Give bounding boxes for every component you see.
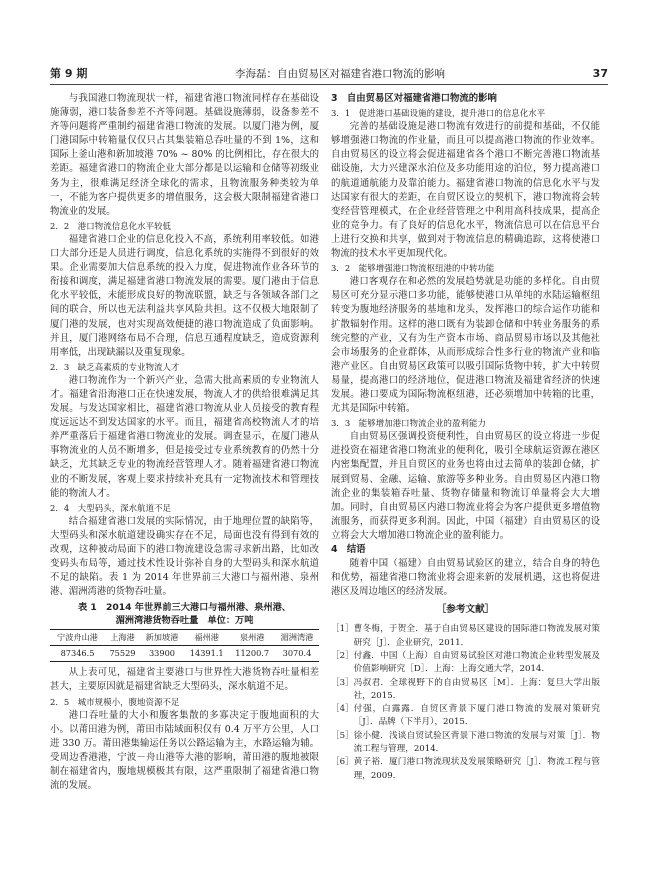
body-paragraph: 结合福建省港口发展的实际情况，由于地理位置的缺陷等，大型码头和深水航道建设确实存在不足，局面也没有得到有效的改观，这种被动局面下的港口物流建设急需寻求新出路，比如改变码头布局等，通过技术性设计弥补自身的大型码头和深水航道不足的缺陷。表 1 为 2014 年世界前三大港口与福州港、泉州港、湄洲湾港的货物吞吐量。 bbox=[50, 515, 319, 598]
reference-number: ［5］ bbox=[331, 730, 354, 741]
reference-item bbox=[331, 623, 600, 650]
issue-number: 第 9 期 bbox=[50, 67, 88, 80]
table-cell: 14391.1 bbox=[189, 648, 224, 659]
table-1 bbox=[50, 601, 319, 662]
subsection-heading: 2．5 城市规模小，腹地资源不足 bbox=[50, 696, 180, 707]
reference-item bbox=[331, 650, 600, 677]
table-header-row bbox=[50, 630, 319, 646]
table-header-cell: 湄洲湾港 bbox=[280, 632, 314, 643]
running-title: 李海磊：自由贸易区对福建省港口物流的影响 bbox=[235, 67, 445, 80]
left-column-body bbox=[50, 92, 319, 599]
body-paragraph: 从上表可见，福建省主要港口与世界性大港货物吞吐量相差甚大，主要原因就是福建省缺乏大型码头，深水航道不足。 bbox=[50, 667, 319, 693]
table-caption-line-2: 湄洲湾港货物吞吐量 单位：万吨 bbox=[115, 615, 254, 627]
table-header-cell: 新加坡港 bbox=[145, 632, 179, 643]
reference-number: ［1］ bbox=[331, 624, 354, 635]
reference-item bbox=[331, 677, 600, 704]
subsection-heading: 2．2 港口物流信息化水平较低 bbox=[50, 220, 172, 231]
left-column bbox=[50, 92, 319, 793]
table-cell: 33900 bbox=[148, 648, 175, 659]
reference-list bbox=[331, 623, 600, 783]
reference-text: 徐小健．浅谈自贸试验区背景下港口物流的发展与对策［J］．物流工程与管理，2014． bbox=[353, 730, 600, 755]
table-cell: 3070.4 bbox=[282, 648, 312, 659]
table-cell: 11200.7 bbox=[235, 648, 270, 659]
subsection-heading: 2．4 大型码头，深水航道不足 bbox=[50, 502, 172, 513]
left-column-body-continued bbox=[50, 666, 319, 793]
table-cell: 87346.5 bbox=[60, 648, 95, 659]
table-header-cell: 上海港 bbox=[110, 632, 135, 643]
table-header-cell: 宁波舟山港 bbox=[57, 632, 98, 643]
body-paragraph: 自由贸易区强调投资便利性，自由贸易区的设立将进一步促进投资在福建省港口物流业的便利化，吸引全球航运资源在港区内密集配置，并且自贸区的业务也将由过去简单的装卸仓储，扩展到贸易、金融、运输、旅游等多种业务。自由贸易区内港口物流企业的集装箱吞吐量、货物存储量和物流订单量将会大大增加。同时，自由贸易区内港口物流业将会为客户提供更多增值物流服务，而获得更多利润。因此，中国（福建）自由贸易区的设立将会大大增加港口物流企业的盈利能力。 bbox=[331, 431, 600, 541]
reference-number: ［6］ bbox=[331, 757, 354, 768]
body-paragraph: 与我国港口物流现状一样，福建省港口物流同样存在基础设施薄弱，港口装备参差不齐等问题。基础设施薄弱，设备参差不齐等问题将严重制约福建省港口物流的发展。以厦门港为例，厦门港国际中转箱量仅仅只占其集装箱总吞吐量的不到 1%，这和国际上釜山港和新加坡港 70% ~ 80% 的比例相比，存在很大的差距。福建省港口的物流企业大部分都是以运输和仓储等初级业务为主，很难满足经济全球化的需求，且物流服务种类较为单一，不能为客户提供更多的增值服务，这会极大限制福建省港口物流业的发展。 bbox=[50, 93, 319, 217]
body-paragraph: 福建省港口企业的信息化投入不高，系统利用率较低。如港口大部分还是人员进行调度，信息化系统的实施得不到很好的效果。企业需要加大信息系统的投入力度，促进物流作业各环节的衔接和调度，满足福建省港口物流发展的需要。厦门港由于信息化水平较低，未能形成良好的物流联盟，缺乏与各领域各部门之间的联合，所以也无法利益共享风险共担。这不仅极大地限制了厦门港的发展，也对实现高效便捷的港口物流造成了负面影响。并且，厦门港网络布局不合理，信息互通程度缺乏，造成资源利用率低，出现缺漏以及重复现象。 bbox=[50, 233, 319, 358]
table-cell: 75529 bbox=[109, 648, 136, 659]
right-column-body bbox=[331, 92, 600, 599]
references-title: ［参考文献］ bbox=[436, 604, 495, 616]
reference-item bbox=[331, 730, 600, 757]
subsection-heading: 3．1 促进港口基础设施的建设，提升港口的信息化水平 bbox=[331, 108, 546, 119]
table-header-cell: 泉州港 bbox=[239, 632, 265, 643]
reference-number: ［2］ bbox=[331, 650, 354, 661]
reference-item bbox=[331, 703, 600, 730]
right-column bbox=[331, 92, 600, 783]
table-caption-line-1: 表 1 2014 年世界前三大港口与福州港、泉州港、 bbox=[78, 602, 291, 614]
subsection-heading: 3．3 能够增加港口物流企业的盈利能力 bbox=[331, 418, 486, 429]
section-heading: 4 结语 bbox=[331, 544, 366, 555]
body-paragraph: 港口吞吐量的大小和腹客集散的多寡决定于腹地面积的大小。以莆田港为例，莆田市陆域面积仅有 0.4 万平方公里，人口进 330 万。莆田港集输运任务以公路运输为主，水路运输为辅。受周边香港港，宁波－舟山港等大港的影响，莆田港的腹地被限制在福建省内，腹地规模极其有限，这严重限制了福建省港口物流的发展。 bbox=[50, 709, 319, 792]
body-paragraph: 随着中国（福建）自由贸易试验区的建立，结合自身的特色和优势，福建省港口物流业将会迎来新的发展机遇，这也将促进港区及周边地区的经济发展。 bbox=[331, 558, 600, 598]
throughput-table bbox=[50, 629, 319, 662]
subsection-heading: 2．3 缺乏高素质的专业物流人才 bbox=[50, 361, 180, 372]
table-header-cell: 福州港 bbox=[194, 632, 219, 643]
reference-number: ［4］ bbox=[331, 704, 354, 715]
body-paragraph: 港口物流作为一个新兴产业，急需大批高素质的专业物流人才。福建省沿海港口正在快速发展，物流人才的供给很难满足其发展。与发达国家相比，福建省港口物流从业人员接受的教育程度远远达不到发达国家的水平。而且，福建省高校物流人才的培养严重落后于福建省港口物流业的发展。调查显示，在厦门港从事物流业的人员不断增多，但是接受过专业系统教育的仍然十分缺乏，尤其缺乏专业的物流经营管理人才。随着福建省港口物流业的不断发展，客观上要求持续补充具有一定物流技术和管理技能的物流人才。 bbox=[50, 374, 319, 499]
reference-number: ［3］ bbox=[331, 677, 354, 688]
reference-text: 冯叔君．全球视野下的自由贸易区［M］．上海：复旦大学出版社，2015． bbox=[353, 677, 600, 701]
reference-item bbox=[331, 756, 600, 783]
section-heading: 3 自由贸易区对福建省港口物流的影响 bbox=[331, 93, 497, 104]
reference-text: 黄子裕．厦门港口物流现状及发展策略研究［J］．物流工程与管理，2009． bbox=[353, 757, 600, 781]
body-paragraph: 港口客观存在和必然的发展趋势就是功能的多样化。自由贸易区可充分显示港口多功能，能够使港口从单纯的水陆运输枢纽转变为腹地经济服务的基地和龙头，发挥港口的综合运作功能和扩散辐射作用。这样的港口既有为装卸仓储和中转业务服务的系统完整的产业，又有为生产资本市场、商品贸易市场以及其他社会市场服务的企业群体，从而形成综合性多行业的物流产业和临港产业区。自由贸易区政策可以吸引国际货物中转，扩大中转贸易量，提高港口的经济地位，促进港口物流及福建省经济的快速发展。港口要成为国际物流枢纽港，还必须增加中转箱的比重，尤其是国际中转箱。 bbox=[331, 276, 600, 415]
page-number: 37 bbox=[592, 66, 608, 80]
table-caption bbox=[50, 601, 319, 627]
table-row bbox=[50, 646, 319, 662]
subsection-heading: 3．2 能够增强港口物流枢纽港的中转功能 bbox=[331, 263, 495, 274]
body-paragraph: 完善的基础设施是港口物流有效进行的前提和基础，不仅能够增强港口物流的作业量，而且可以提高港口物流的作业效率。自由贸易区的设立将会促进福建省各个港口不断完善港口物流基础设施，大力兴建深水泊位及多功能用途的泊位，努力提高港口的航道通航能力及靠泊能力。福建省港口物流的信息化水平与发达国家有很大的差距，在自贸区设立的契机下，港口物流将会转变经营管理模式，在企业经营管理之中利用高科技成果，提高企业的竞争力。有了良好的信息化水平，物流信息可以在信息平台上进行交换和共享，做到对于物流信息的精确追踪，这将使港口物流的技术水平更加现代化。 bbox=[331, 121, 600, 260]
reference-text: 曹冬梅，于贺全．基于自由贸易区建设的国际港口物流发展对策研究［J］．企业研究，2011． bbox=[353, 624, 600, 648]
reference-text: 付强，白露露．自贸区背景下厦门港口物流的发展对策研究［J］．品牌（下半月），2015． bbox=[353, 704, 600, 728]
running-header bbox=[50, 62, 608, 85]
reference-text: 付鑫．中国（上海）自由贸易试验区对港口物流企业转型发展及价值影响研究［D］．上海：上海交通大学，2014． bbox=[353, 650, 600, 675]
